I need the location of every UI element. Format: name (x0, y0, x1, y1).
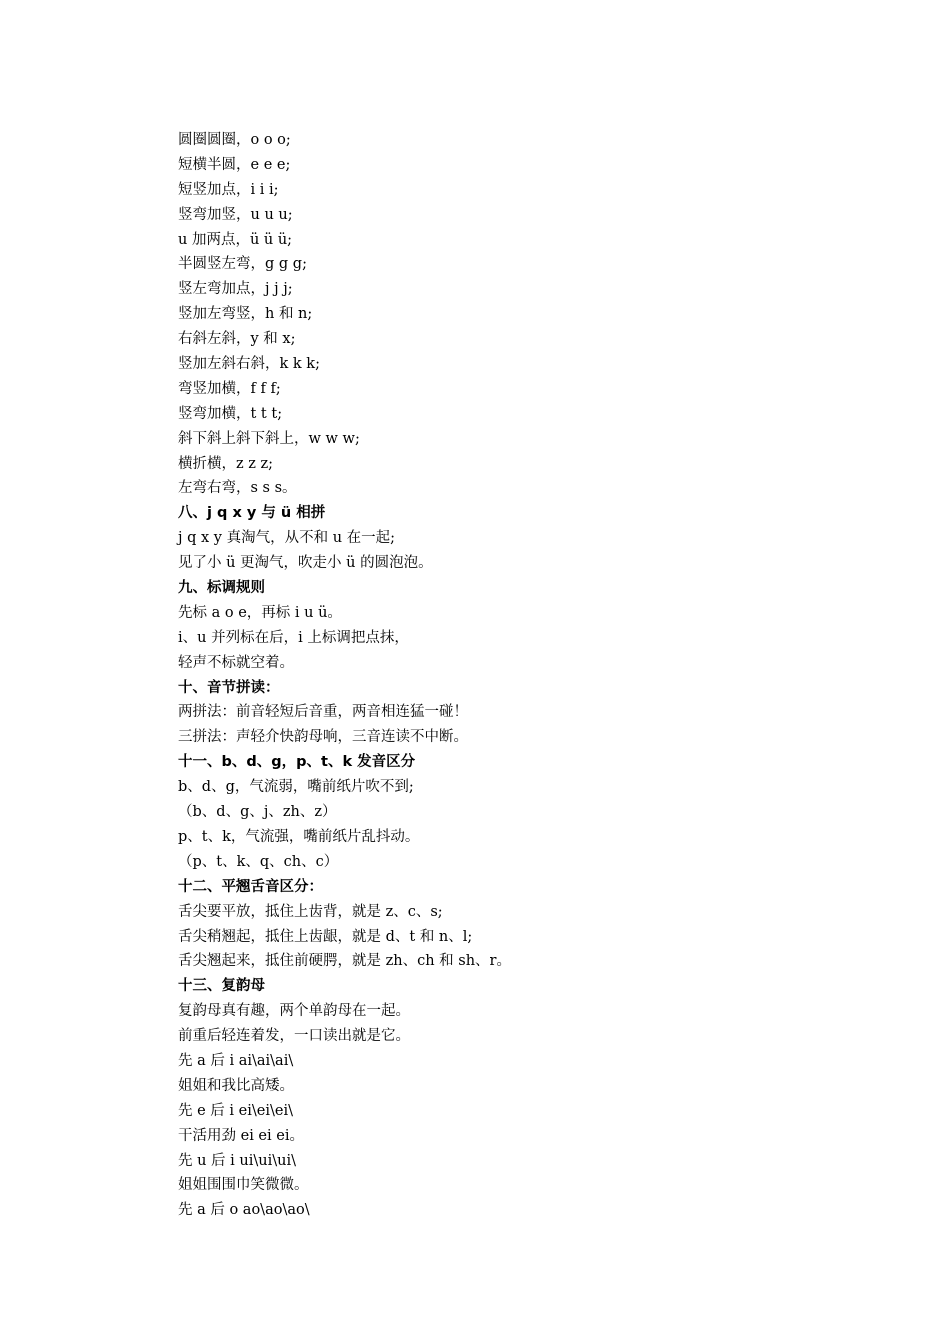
text-line: 先 e 后 i ei\ei\ei\ (178, 1102, 293, 1119)
section-heading: 十一、b、d、g，p、t、k 发音区分 (178, 754, 416, 771)
text-line: 竖弯加竖，u u u; (178, 206, 293, 223)
text-line: 轻声不标就空着。 (178, 654, 294, 671)
text-line: 舌尖要平放，抵住上齿背，就是 z、c、s; (178, 903, 443, 920)
section-heading: 九、标调规则 (178, 580, 265, 597)
text-line: 见了小 ü 更淘气，吹走小 ü 的圆泡泡。 (178, 555, 433, 572)
text-line: 右斜左斜，y 和 x; (178, 331, 296, 348)
text-line: 短竖加点，i i i; (178, 181, 279, 198)
document-body (178, 128, 878, 1223)
section-heading: 十、音节拼读： (178, 679, 280, 696)
text-line: 三拼法：声轻介快韵母响，三音连读不中断。 (178, 729, 468, 746)
text-line: 舌尖稍翘起，抵住上齿龈，就是 d、t 和 n、l; (178, 928, 473, 945)
section-heading: 十二、平翘舌音区分： (178, 878, 323, 895)
text-line: （p、t、k、q、ch、c） (178, 853, 339, 870)
text-line: 圆圈圆圈，o o o; (178, 132, 291, 148)
text-line: p、t、k，气流强，嘴前纸片乱抖动。 (178, 828, 420, 845)
text-line: i、u 并列标在后，i 上标调把点抹， (178, 629, 409, 646)
text-line: 两拼法：前音轻短后音重，两音相连猛一碰！ (178, 704, 468, 721)
text-line: 弯竖加横，f f f; (178, 380, 281, 397)
text-line: 横折横，z z z; (178, 455, 274, 472)
text-line: 先 a 后 o ao\ao\ao\ (178, 1202, 310, 1219)
text-line: 干活用劲 ei ei ei。 (178, 1127, 304, 1144)
section-heading: 十三、复韵母 (178, 978, 265, 995)
section-heading: 八、j q x y 与 ü 相拼 (178, 505, 326, 522)
text-line: 半圆竖左弯，g g g; (178, 256, 307, 273)
text-line: 竖左弯加点，j j j; (178, 281, 293, 298)
text-line: 舌尖翘起来，抵住前硬腭，就是 zh、ch 和 sh、r。 (178, 953, 511, 970)
text-line: j q x y 真淘气，从不和 u 在一起; (178, 530, 396, 547)
text-line: 先 a 后 i ai\ai\ai\ (178, 1052, 294, 1069)
text-line: 竖加左弯竖，h 和 n; (178, 306, 313, 323)
text-line: 复韵母真有趣，两个单韵母在一起。 (178, 1003, 410, 1020)
text-line: 姐姐和我比高矮。 (178, 1077, 294, 1094)
text-line: b、d、g，气流弱，嘴前纸片吹不到; (178, 779, 414, 796)
text-line: 先标 a o e，再标 i u ü。 (178, 604, 342, 621)
text-line: u 加两点，ü ü ü; (178, 231, 293, 248)
text-line: 短横半圆，e e e; (178, 156, 291, 173)
text-line: （b、d、g、j、zh、z） (178, 804, 337, 821)
text-line: 左弯右弯，s s s。 (178, 480, 297, 497)
text-line: 姐姐围围巾笑微微。 (178, 1177, 309, 1194)
text-line: 先 u 后 i ui\ui\ui\ (178, 1152, 296, 1169)
text-line: 斜下斜上斜下斜上，w w w; (178, 430, 360, 447)
text-line: 竖加左斜右斜，k k k; (178, 356, 320, 373)
text-line: 前重后轻连着发，一口读出就是它。 (178, 1028, 410, 1045)
text-line: 竖弯加横，t t t; (178, 405, 283, 422)
